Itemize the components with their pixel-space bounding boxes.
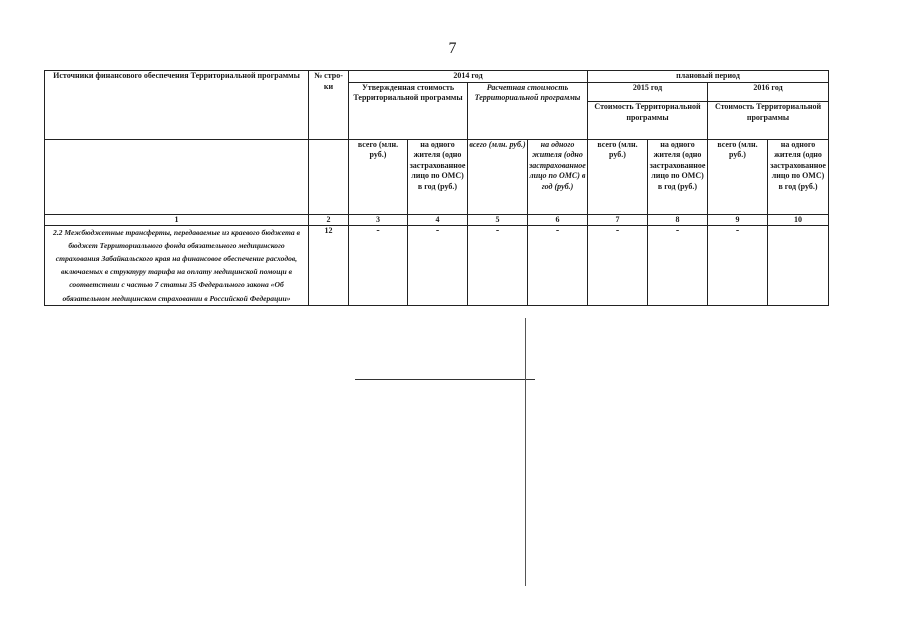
row-source-description: 2.2 Межбюджетные трансферты, передаваемые из краевого бюджета в бюджет Территориального фонда обязательного медицинского страхования Забайкальского края на финансовое обеспечение расходов, включаемых в структуру тарифа на оплату медицинской помощи в соответствии с частью 7 статьи 35 Федерального закона «Об обязательном медицинском страховании в Российской Федерации» [45,225,309,305]
horizontal-rule [355,379,535,380]
cell-col10 [768,225,829,305]
header-row-4 [45,139,829,214]
column-number: 4 [408,214,468,225]
header-estimated-cost: Расчетная стоимость Территориальной программы [468,82,588,139]
header-row-number: № стро-ки [309,71,349,140]
cell-col5: - [468,225,528,305]
cell-col4: - [408,225,468,305]
header-row-1 [45,71,829,83]
header-sources: Источники финансового обеспечения Территориальной программы [45,71,309,140]
column-number: 8 [648,214,708,225]
column-number: 2 [309,214,349,225]
header-per-resident-col4: на одного жителя (одно застрахованное лицо по ОМС) в год (руб.) [408,139,468,214]
cell-col7: - [588,225,648,305]
column-number: 7 [588,214,648,225]
column-number: 10 [768,214,829,225]
header-total-col7: всего (млн. руб.) [588,139,648,214]
header-total-col3: всего (млн. руб.) [349,139,408,214]
header-approved-cost: Утвержденная стоимость Территориальной программы [349,82,468,139]
header-total-col9: всего (млн. руб.) [708,139,768,214]
header-cost-2016: Стоимость Территориальной программы [708,102,829,139]
cell-col8: - [648,225,708,305]
header-total-col5: всего (млн. руб.) [468,139,528,214]
header-year-2015: 2015 год [588,82,708,102]
column-number: 3 [349,214,408,225]
column-number: 1 [45,214,309,225]
header-per-resident-col8: на одного жителя (одно застрахованное лицо по ОМС) в год (руб.) [648,139,708,214]
row-number: 12 [309,225,349,305]
header-year-2014: 2014 год [349,71,588,83]
column-number: 9 [708,214,768,225]
header-per-resident-col10: на одного жителя (одно застрахованное лицо по ОМС) в год (руб.) [768,139,829,214]
header-planning-period: плановый период [588,71,829,83]
header-year-2016: 2016 год [708,82,829,102]
vertical-rule [525,318,526,586]
cell-col9: - [708,225,768,305]
cell-col6: - [528,225,588,305]
financing-table [44,70,829,306]
table-row [45,225,829,305]
cell-col3: - [349,225,408,305]
column-number-row [45,214,829,225]
page-number: 7 [448,40,457,57]
header-per-resident-col6: на одного жителя (одно застрахованное лицо по ОМС) в год (руб.) [528,139,588,214]
header-cost-2015: Стоимость Территориальной программы [588,102,708,139]
column-number: 5 [468,214,528,225]
column-number: 6 [528,214,588,225]
